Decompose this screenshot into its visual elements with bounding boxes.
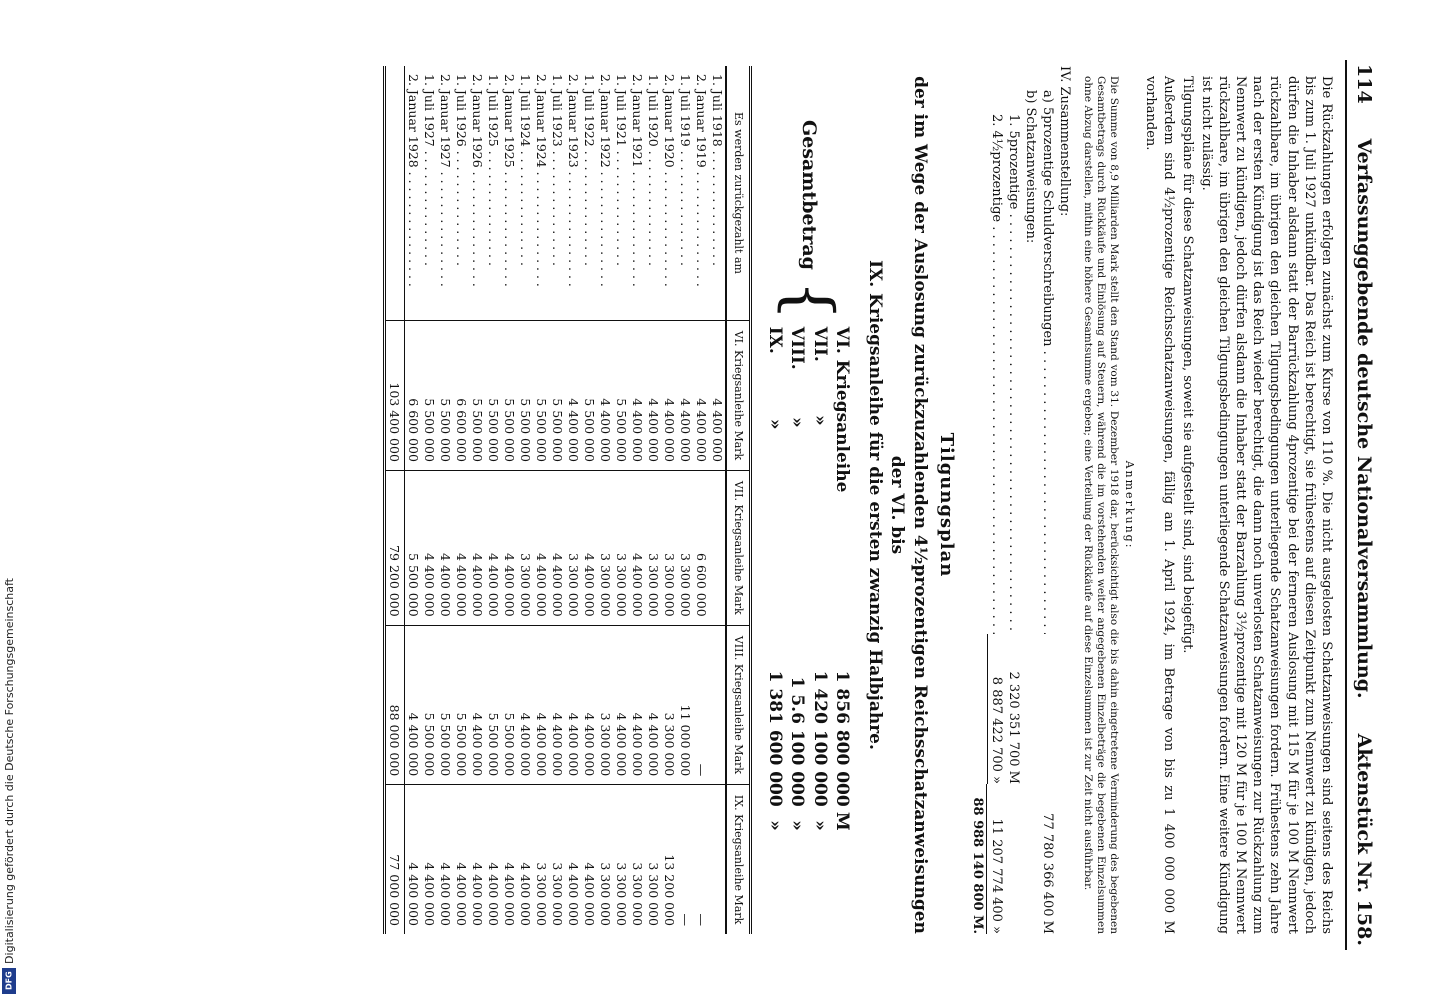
table-row	[485, 66, 501, 934]
cell-viii: 3 300 000	[661, 625, 677, 785]
table-row	[661, 66, 677, 934]
column-header-vi: VI. Kriegsanleihe Mark	[726, 321, 750, 471]
document-page	[191, 60, 1376, 950]
cell-vi: 5 500 000	[485, 321, 501, 471]
plan-title: Tilgungsplan	[936, 432, 958, 578]
gesamtbetrag-rows	[764, 327, 854, 831]
cell-ix: 3 300 000	[597, 785, 613, 934]
cell-ix: —	[693, 785, 709, 934]
summary-b1-value: 2 320 351 700 M	[1005, 671, 1021, 784]
cell-date: 2. Januar 1927 . . .	[437, 66, 453, 321]
cell-vi: 4 400 000	[677, 321, 693, 471]
cell-ix: 3 300 000	[645, 785, 661, 934]
summary-a-value: 77 780 366 400 M	[1040, 813, 1056, 934]
cell-vii: 3 300 000	[613, 470, 629, 625]
tilgungsplan-table	[383, 66, 751, 934]
summary-section	[968, 66, 1073, 934]
cell-date: 1. Juli 1921 . . .	[613, 66, 629, 321]
cell-vi: 5 500 000	[533, 321, 549, 471]
cell-viii: 4 400 000	[469, 625, 485, 785]
cell-vii: 4 400 000	[485, 470, 501, 625]
anmerkung-heading: Anmerkung:	[1123, 460, 1137, 550]
table-row	[405, 66, 422, 934]
cell-date: 2. Januar 1921 . . .	[629, 66, 645, 321]
plan-subtitle: der im Wege der Auslosung zurückzuzahlenden 4½prozentigen Reichsschatzanweisungen der VI. bis	[887, 76, 930, 934]
cell-date: 1. Juli 1923 . . .	[549, 66, 565, 321]
cell-ix: 4 400 000	[581, 785, 597, 934]
cell-date: 2. Januar 1926 . . .	[469, 66, 485, 321]
cell-vi: 5 500 000	[501, 321, 517, 471]
page-title: Verfassunggebende deutsche Nationalversammlung.	[1353, 138, 1375, 699]
cell-ix: 4 400 000	[437, 785, 453, 934]
cell-date: 2. Januar 1919 . . .	[693, 66, 709, 321]
page-number: 114	[1353, 64, 1375, 104]
cell-date: 1. Juli 1924 . . .	[517, 66, 533, 321]
table-row	[581, 66, 597, 934]
table-row	[517, 66, 533, 934]
cell-ix: 4 400 000	[501, 785, 517, 934]
cell-ix: 4 400 000	[453, 785, 469, 934]
cell-date: 2. Januar 1923 . . .	[565, 66, 581, 321]
summary-b-label: b) Schatzanweisungen:	[1022, 90, 1038, 244]
cell-ix: 4 400 000	[469, 785, 485, 934]
cell-viii: 5 500 000	[485, 625, 501, 785]
cell-viii: 3 300 000	[597, 625, 613, 785]
cell-ix	[709, 785, 726, 934]
funding-credit: Digitalisierung gefördert durch die Deutsche Forschungsgemeinschaft	[2, 578, 16, 964]
cell-vi: 6 600 000	[453, 321, 469, 471]
cell-vii: 6 600 000	[693, 470, 709, 625]
cell-date: 1. Juli 1926 . . .	[453, 66, 469, 321]
cell-vii: 4 400 000	[581, 470, 597, 625]
anmerkung-text: Die Summe von 8,9 Milliarden Mark stellt den Stand vom 31. Dezember 1918 dar, berücksichtigt also die bis dahin eingetretene Verminderung des begebenen Gesamtbetrags durch Rückkäufe und Einlösung auf Steuern, während die im vorstehenden weiter angegebenen Einzelbeträge die begebenen Einzelsummen ohne Abzug darstellen, mithin eine höhere Gesamtsumme ergeben; eine Verteilung der Rückkäufe auf diese Einzelsummen ist zur Zeit nicht ausführbar.	[1082, 76, 1120, 934]
cell-vi: 4 400 000	[629, 321, 645, 471]
total-viii: 88 000 000	[385, 625, 405, 785]
plan-subtitle-2: IX. Kriegsanleihe für die ersten zwanzig Halbjahre.	[864, 260, 885, 750]
total-vii: 79 200 000	[385, 470, 405, 625]
cell-viii: 5 500 000	[437, 625, 453, 785]
cell-vii: 5 500 000	[405, 470, 422, 625]
cell-vii: 4 400 000	[629, 470, 645, 625]
cell-ix: 4 400 000	[517, 785, 533, 934]
cell-vi: 5 500 000	[581, 321, 597, 471]
totals-row	[385, 66, 405, 934]
cell-vii: 3 300 000	[597, 470, 613, 625]
cell-vii: 3 300 000	[645, 470, 661, 625]
cell-viii: 4 400 000	[613, 625, 629, 785]
table-header-row	[726, 66, 750, 934]
cell-vi: 4 400 000	[661, 321, 677, 471]
cell-date: 2. Januar 1928 . . .	[405, 66, 422, 321]
ausserdem-paragraph: Außerdem sind 4½prozentige Reichsschatzanweisungen, fällig am 1. April 1924, im Betrage von bis zu 1 400 000 000 M vorhanden.	[1143, 76, 1176, 934]
cell-vii	[709, 470, 726, 625]
cell-ix: —	[677, 785, 693, 934]
summary-heading: IV. Zusammenstellung:	[1057, 66, 1073, 217]
cell-vii: 4 400 000	[549, 470, 565, 625]
table-row	[613, 66, 629, 934]
gesamt-row: IX. » 1 381 600 000 »	[764, 326, 785, 831]
cell-date: 1. Juli 1922 . . .	[581, 66, 597, 321]
cell-viii: 11 000 000	[677, 625, 693, 785]
summary-b1-label: 1. 5prozentige . . .	[1005, 114, 1022, 634]
cell-vii: 3 300 000	[661, 470, 677, 625]
cell-vi: 4 400 000	[693, 321, 709, 471]
table-row	[629, 66, 645, 934]
cell-date: 2. Januar 1920 . . .	[661, 66, 677, 321]
cell-viii: 4 400 000	[533, 625, 549, 785]
cell-viii: 4 400 000	[565, 625, 581, 785]
cell-viii: 5 500 000	[453, 625, 469, 785]
total-ix: 77 000 000	[385, 785, 405, 934]
column-header-date: Es werden zurückgezahlt am	[726, 66, 750, 321]
summary-a-label: a) 5prozentige Schuldverschreibungen . . .	[1039, 90, 1056, 634]
cell-viii: 4 400 000	[645, 625, 661, 785]
gesamt-row: VIII. » 1 5.6 100 000 »	[787, 326, 808, 831]
cell-date: 1. Juli 1925 . . .	[485, 66, 501, 321]
cell-viii: 4 400 000	[629, 625, 645, 785]
cell-vii: 4 400 000	[533, 470, 549, 625]
summary-b2-value: 8 887 422 700 »	[987, 634, 1005, 784]
cell-vi: 5 500 000	[517, 321, 533, 471]
table-row	[645, 66, 661, 934]
cell-ix: 3 300 000	[533, 785, 549, 934]
cell-vi: 5 500 000	[437, 321, 453, 471]
summary-b2-label: 2. 4½prozentige . . .	[988, 114, 1005, 634]
table-row	[549, 66, 565, 934]
summary-b-total: 11 207 774 400 »	[988, 818, 1004, 934]
cell-vi: 5 500 000	[469, 321, 485, 471]
cell-viii: 4 400 000	[517, 625, 533, 785]
summary-grand-total: 88 988 140 800 M.	[968, 784, 986, 934]
cell-ix: 3 300 000	[629, 785, 645, 934]
cell-viii: 5 500 000	[421, 625, 437, 785]
cell-ix: 4 400 000	[421, 785, 437, 934]
cell-ix: 13 200 000	[661, 785, 677, 934]
cell-date: 1. Juli 1920 . . .	[645, 66, 661, 321]
sidebar	[0, 0, 18, 1000]
table-row	[453, 66, 469, 934]
cell-vi: 4 400 000	[565, 321, 581, 471]
table-row	[693, 66, 709, 934]
table-row	[677, 66, 693, 934]
cell-ix: 3 300 000	[613, 785, 629, 934]
cell-date: 2. Januar 1924 . . .	[533, 66, 549, 321]
cell-date: 2. Januar 1925 . . .	[501, 66, 517, 321]
gesamtbetrag-block: Gesamtbetrag { VI. Kriegsanleihe 1 856 800 000 M VII. » 1 420 100 000 » VIII. » 1 5.6 100 000 » IX. » 1 381 600 000 »	[764, 120, 853, 831]
cell-date: 1. Juli 1927 . . .	[421, 66, 437, 321]
dfg-logo: DFG	[2, 968, 16, 994]
cell-ix: 4 400 000	[565, 785, 581, 934]
cell-viii: 4 400 000	[549, 625, 565, 785]
table-row	[597, 66, 613, 934]
table-row	[709, 66, 726, 934]
cell-vi: 5 500 000	[549, 321, 565, 471]
cell-vi: 5 500 000	[613, 321, 629, 471]
cell-ix: 4 400 000	[405, 785, 422, 934]
cell-vii: 3 300 000	[517, 470, 533, 625]
gesamt-row: VI. Kriegsanleihe 1 856 800 000 M	[832, 326, 853, 831]
cell-vii: 4 400 000	[453, 470, 469, 625]
cell-viii: 4 400 000	[405, 625, 422, 785]
cell-viii	[709, 625, 726, 785]
cell-viii: 4 400 000	[581, 625, 597, 785]
cell-vi: 6 600 000	[405, 321, 422, 471]
cell-vi: 4 400 000	[645, 321, 661, 471]
table-row	[469, 66, 485, 934]
cell-ix: 4 400 000	[485, 785, 501, 934]
cell-date: 2. Januar 1922 . . .	[597, 66, 613, 321]
column-header-vii: VII. Kriegsanleihe Mark	[726, 470, 750, 625]
table-row	[437, 66, 453, 934]
cell-vii: 4 400 000	[421, 470, 437, 625]
column-header-ix: IX. Kriegsanleihe Mark	[726, 785, 750, 934]
gesamt-row: VII. » 1 420 100 000 »	[809, 326, 830, 831]
cell-vii: 3 300 000	[677, 470, 693, 625]
cell-viii: 5 500 000	[501, 625, 517, 785]
document-number: Aktenstück Nr. 158.	[1353, 733, 1375, 946]
tilgung-paragraph: Tilgungspläne für diese Schatzanweisungen, soweit sie aufgestellt sind, sind beigefügt.	[1179, 76, 1195, 654]
cell-vi: 5 500 000	[421, 321, 437, 471]
table-body	[385, 66, 727, 934]
column-header-viii: VIII. Kriegsanleihe Mark	[726, 625, 750, 785]
cell-vi: 4 400 000	[597, 321, 613, 471]
table-row	[421, 66, 437, 934]
cell-vii: 4 400 000	[469, 470, 485, 625]
cell-ix: 3 300 000	[549, 785, 565, 934]
intro-paragraph: Die Rückzahlungen erfolgen zunächst zum Kurse von 110 %. Die nicht ausgelosten Schatzanweisungen sind seitens des Reichs bis zum 1. Juli 1927 unkündbar. Das Reich ist berechtigt, sie frühestens auf diesen Zeitpunkt zum Nennwert zu kündigen, jedoch dürfen die Inhaber alsdann statt der Barrückzahlung 4prozentige bei der ferneren Auslosung mit 115 M für je 100 M Nennwert rückzahlbare, im übrigen den gleichen Tilgungsbedingungen unterliegende Schatzanweisungen fordern. Frühestens zehn Jahre nach der ersten Kündigung ist das Reich wieder berechtigt, die dann noch unverlosten Schatzanweisungen zur Rückzahlung zum Nennwert zu kündigen, jedoch dürfen alsdann die Inhaber statt der Barzahlung 3½prozentige mit 120 M für je 100 M Nennwert rückzahlbare, im übrigen den gleichen Tilgungsbedingungen unterliegende Schatzanweisungen fordern. Eine weitere Kündigung ist nicht zulässig.	[1198, 76, 1334, 934]
cell-vii: 3 300 000	[565, 470, 581, 625]
cell-date: 1. Juli 1919 . . .	[677, 66, 693, 321]
cell-date: 1. Juli 1918 . . .	[709, 66, 726, 321]
total-vi: 103 400 000	[385, 321, 405, 471]
table-row	[565, 66, 581, 934]
cell-viii: —	[693, 625, 709, 785]
page-header	[1345, 60, 1376, 950]
table-row	[533, 66, 549, 934]
table-row	[501, 66, 517, 934]
cell-vi: 4 400 000	[709, 321, 726, 471]
cell-vii: 4 400 000	[437, 470, 453, 625]
gesamtbetrag-label: Gesamtbetrag	[797, 120, 820, 270]
cell-vii: 4 400 000	[501, 470, 517, 625]
